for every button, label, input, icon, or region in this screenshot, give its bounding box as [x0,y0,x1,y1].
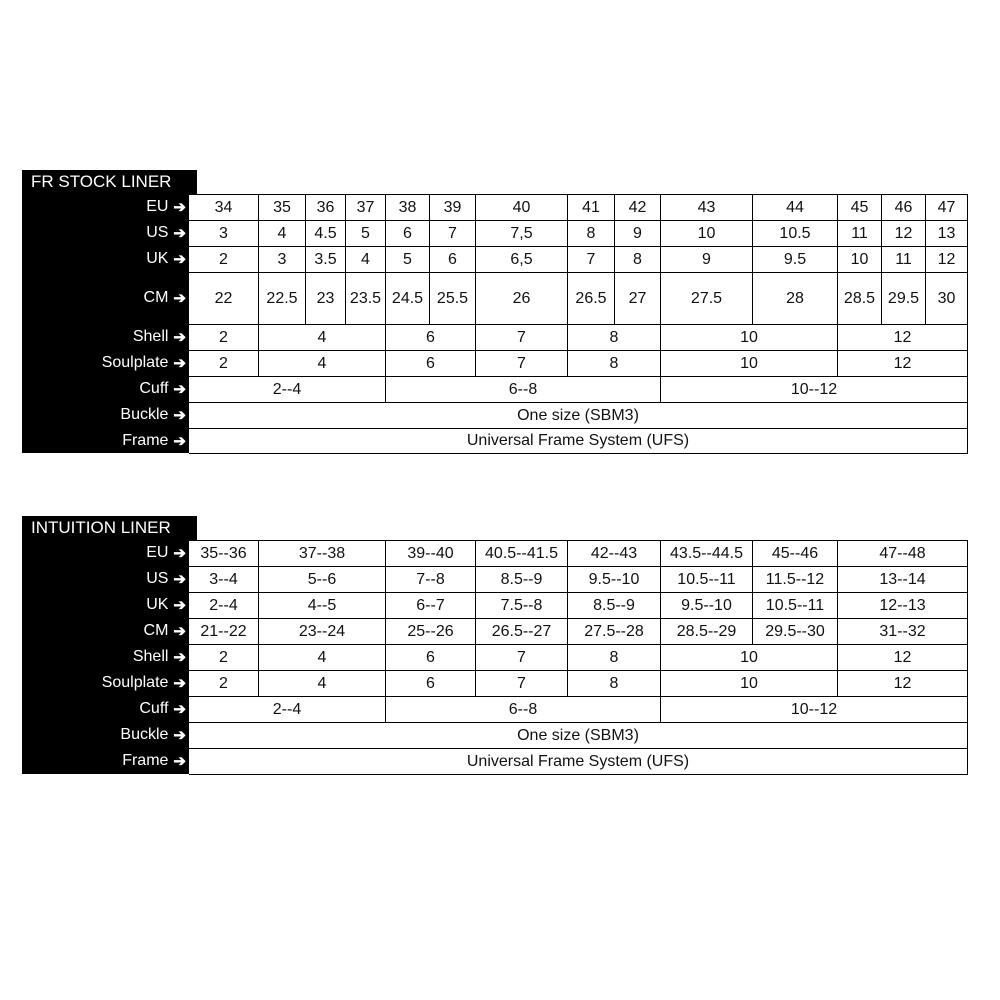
table-title: FR STOCK LINER [22,170,197,194]
row-label: Buckle [120,406,169,423]
arrow-right-icon: ➔ [173,407,186,424]
row-header-cm [22,618,188,644]
table-cell: 10 [661,325,838,351]
table-cell: 25--26 [386,619,476,645]
table-cell: 46 [882,195,926,221]
table-cell: 11.5--12 [753,567,838,593]
arrow-right-icon: ➔ [173,571,186,588]
row-label: Frame [122,431,169,449]
table-cell: 10 [661,351,838,377]
table-cell: 9 [615,221,661,247]
row-header-soulplate [22,350,188,376]
table-cell: 11 [838,221,882,247]
table-cell: 22.5 [259,273,306,325]
table-cell: 27.5--28 [568,619,661,645]
table-cell: 12 [926,247,968,273]
arrow-right-icon: ➔ [173,597,186,614]
row-header-us [22,566,188,592]
table-cell: 25.5 [430,273,476,325]
table-cell: Universal Frame System (UFS) [189,429,968,454]
arrow-right-icon: ➔ [173,290,186,307]
table-cell: 10.5--11 [661,567,753,593]
table-cell: 40 [476,195,568,221]
row-label: CM [143,289,169,306]
row-header-buckle [22,722,188,748]
table-cell: 6--7 [386,593,476,619]
table-cell: 12 [882,221,926,247]
table-cell: 12 [838,645,968,671]
table-cell: 6 [386,645,476,671]
table-cell: 35--36 [189,541,259,567]
table-cell: 7 [476,325,568,351]
table-cell: 10 [661,645,838,671]
row-header-uk [22,246,188,272]
row-label: Cuff [139,700,169,717]
table-cell: 7 [476,645,568,671]
table-cell: 26.5--27 [476,619,568,645]
table-cell: 41 [568,195,615,221]
table-cell: 7 [430,221,476,247]
table-cell: 8.5--9 [568,593,661,619]
table-cell: 28.5 [838,273,882,325]
table-cell: 8 [615,247,661,273]
table-cell: 10 [661,671,838,697]
table-cell: 8 [568,671,661,697]
table-cell: 4 [259,351,386,377]
table-cell: 8 [568,325,661,351]
row-label: Cuff [139,380,169,397]
row-header-eu [22,540,188,566]
table-cell: 3 [259,247,306,273]
table-cell: 10 [661,221,753,247]
table-cell: 6 [430,247,476,273]
arrow-right-icon: ➔ [173,649,186,666]
row-label: Soulplate [101,674,169,691]
table-title: INTUITION LINER [22,516,197,540]
table-cell: 35 [259,195,306,221]
row-label: EU [146,198,169,215]
table-cell: 4.5 [306,221,346,247]
table-cell: 44 [753,195,838,221]
table-cell: 47--48 [838,541,968,567]
table-cell: 2 [189,351,259,377]
arrow-right-icon: ➔ [173,701,186,718]
table-cell: 5 [386,247,430,273]
row-label: CM [143,622,169,639]
table-cell: 6 [386,671,476,697]
table-cell: 6,5 [476,247,568,273]
table-cell: 8 [568,645,661,671]
table-cell: 2 [189,671,259,697]
table-cell: 37 [346,195,386,221]
table-cell: 36 [306,195,346,221]
table-cell: 29.5--30 [753,619,838,645]
table-cell: 6--8 [386,697,661,723]
table-cell: 43 [661,195,753,221]
arrow-right-icon: ➔ [173,623,186,640]
table-cell: 3--4 [189,567,259,593]
table-cell: 10.5--11 [753,593,838,619]
table-cell: 8.5--9 [476,567,568,593]
table-cell: 9 [661,247,753,273]
table-cell: 30 [926,273,968,325]
table-cell: 9.5--10 [568,567,661,593]
table-cell: 4 [346,247,386,273]
table-cell: 9.5--10 [661,593,753,619]
table-cell: 3 [189,221,259,247]
arrow-right-icon: ➔ [173,355,186,372]
table-cell: 39 [430,195,476,221]
row-header-frame [22,428,188,453]
row-header-uk [22,592,188,618]
table-cell: 2--4 [189,593,259,619]
table-cell: 42 [615,195,661,221]
arrow-right-icon: ➔ [173,432,186,450]
table-cell: 6 [386,221,430,247]
table-cell: 37--38 [259,541,386,567]
table-cell: 4 [259,325,386,351]
row-header-cuff [22,376,188,402]
table-cell: 28 [753,273,838,325]
table-cell: 8 [568,221,615,247]
table-cell: 22 [189,273,259,325]
table-cell: 7--8 [386,567,476,593]
table-cell: 2--4 [189,697,386,723]
table-cell: 12--13 [838,593,968,619]
table-cell: One size (SBM3) [189,403,968,429]
table-cell: 38 [386,195,430,221]
table-cell: 27 [615,273,661,325]
table-cell: One size (SBM3) [189,723,968,749]
row-header-cuff [22,696,188,722]
table-cell: 8 [568,351,661,377]
table-cell: 6 [386,325,476,351]
table-cell: 5--6 [259,567,386,593]
row-header-eu [22,194,188,220]
table-cell: 29.5 [882,273,926,325]
table-cell: 13 [926,221,968,247]
table-cell: Universal Frame System (UFS) [189,749,968,775]
table-cell: 21--22 [189,619,259,645]
table-cell: 9.5 [753,247,838,273]
row-label: Soulplate [101,354,169,371]
table-cell: 23 [306,273,346,325]
table-cell: 2 [189,645,259,671]
table-cell: 26 [476,273,568,325]
table-cell: 5 [346,221,386,247]
row-header-cm [22,272,188,324]
arrow-right-icon: ➔ [173,225,186,242]
table-cell: 24.5 [386,273,430,325]
table-cell: 34 [189,195,259,221]
arrow-right-icon: ➔ [173,381,186,398]
table-cell: 10 [838,247,882,273]
row-header-frame [22,748,188,774]
table-cell: 12 [838,325,968,351]
table-cell: 2--4 [189,377,386,403]
row-label: Shell [132,328,169,345]
table-cell: 45 [838,195,882,221]
table-cell: 23.5 [346,273,386,325]
arrow-right-icon: ➔ [173,727,186,744]
arrow-right-icon: ➔ [173,329,186,346]
row-label: US [146,570,169,587]
table-cell: 7 [476,351,568,377]
table-cell: 7.5--8 [476,593,568,619]
table-cell: 2 [189,247,259,273]
table-cell: 47 [926,195,968,221]
row-header-buckle [22,402,188,428]
table-cell: 4--5 [259,593,386,619]
row-label: UK [146,596,169,613]
row-label: US [146,224,169,241]
arrow-right-icon: ➔ [173,199,186,216]
table-cell: 31--32 [838,619,968,645]
arrow-right-icon: ➔ [173,675,186,692]
row-header-us [22,220,188,246]
table-cell: 10--12 [661,377,968,403]
table-cell: 39--40 [386,541,476,567]
table-cell: 45--46 [753,541,838,567]
arrow-right-icon: ➔ [173,545,186,562]
table-cell: 10--12 [661,697,968,723]
table-cell: 7,5 [476,221,568,247]
table-cell: 4 [259,645,386,671]
row-label: UK [146,250,169,267]
table-cell: 12 [838,671,968,697]
table-cell: 7 [568,247,615,273]
table-cell: 26.5 [568,273,615,325]
table-cell: 2 [189,325,259,351]
table-cell: 28.5--29 [661,619,753,645]
table-cell: 7 [476,671,568,697]
row-label: Frame [122,752,169,769]
row-label: EU [146,544,169,561]
table-cell: 23--24 [259,619,386,645]
table-cell: 13--14 [838,567,968,593]
row-label: Buckle [120,726,169,743]
table-cell: 6 [386,351,476,377]
table-cell: 4 [259,221,306,247]
table-cell: 12 [838,351,968,377]
arrow-right-icon: ➔ [173,251,186,268]
row-header-shell [22,324,188,350]
row-label: Shell [132,648,169,665]
table-cell: 4 [259,671,386,697]
table-cell: 27.5 [661,273,753,325]
table-cell: 10.5 [753,221,838,247]
table-cell: 43.5--44.5 [661,541,753,567]
table-cell: 42--43 [568,541,661,567]
table-cell: 40.5--41.5 [476,541,568,567]
row-header-soulplate [22,670,188,696]
arrow-right-icon: ➔ [173,753,186,770]
table-cell: 11 [882,247,926,273]
table-cell: 3.5 [306,247,346,273]
row-header-shell [22,644,188,670]
table-cell: 6--8 [386,377,661,403]
